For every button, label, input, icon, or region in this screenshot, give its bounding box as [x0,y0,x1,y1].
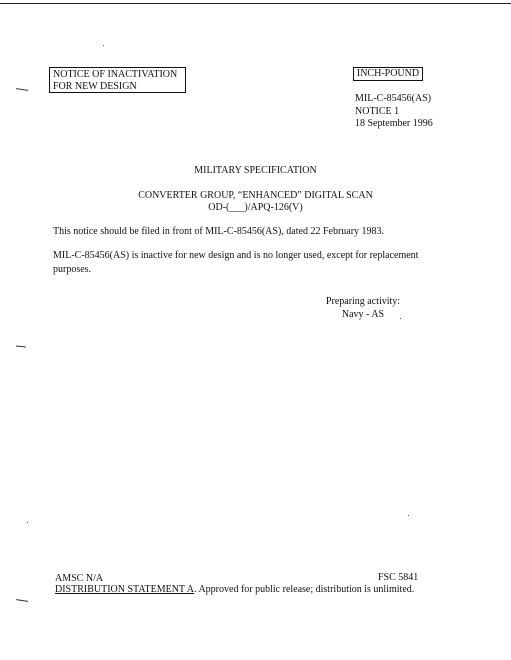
scan-speck [27,522,28,523]
top-border-rule [0,3,511,4]
spec-designation: OD-(___)/APQ-126(V) [208,202,303,213]
distribution-statement [55,584,414,595]
notice-date: 18 September 1996 [355,118,433,129]
spec-heading: MILITARY SPECIFICATION [194,165,317,176]
margin-punch-mark [16,599,28,602]
inactivation-statement [53,249,428,277]
preparing-activity-label: Preparing activity: [325,296,401,307]
fsc-code: FSC 5841 [378,572,419,583]
notice-box-line2: FOR NEW DESIGN [53,81,137,92]
notice-of-inactivation-box [49,67,186,93]
notice-box-line1: NOTICE OF INACTIVATION [53,69,178,80]
notice-number: NOTICE 1 [355,105,400,117]
filing-instruction: This notice should be filed in front of MIL-C-85456(AS), dated 22 February 1983. [53,226,385,237]
margin-punch-mark [16,88,28,91]
scan-speck [103,45,104,46]
scan-speck [400,318,401,319]
distribution-statement-label: DISTRIBUTION STATEMENT A [55,584,195,595]
inactivation-statement-line2: purposes. [53,264,92,275]
inch-pound-box: INCH-POUND [353,67,423,81]
document-identification [355,93,433,131]
scan-speck [408,515,409,516]
amsc-code: AMSC N/A [55,573,104,584]
distribution-statement-text: . Approved for public release; distribution is unlimited. [194,584,415,595]
inactivation-statement-line1: MIL-C-85456(AS) is inactive for new design and is no longer used, except for replacement [53,250,419,261]
margin-punch-mark [16,345,26,347]
spec-number: MIL-C-85456(AS) [355,93,432,104]
preparing-activity-value: Navy - AS [341,309,385,320]
preparing-activity [318,295,408,321]
spec-title: CONVERTER GROUP, “ENHANCED” DIGITAL SCAN [138,190,373,201]
